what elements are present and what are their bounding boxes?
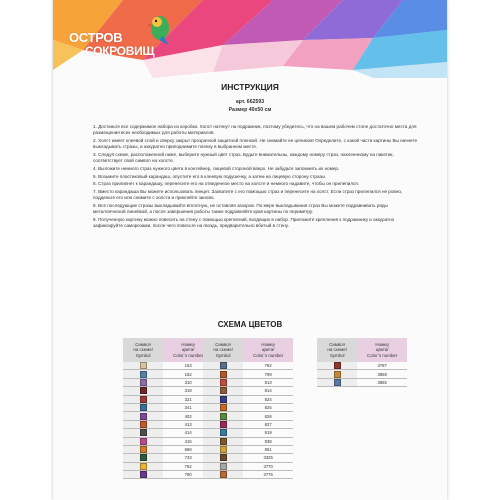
table-row	[203, 445, 293, 453]
color-number: 827	[243, 420, 293, 428]
table-row	[123, 378, 213, 386]
header-line: Color`s number	[253, 352, 284, 358]
header-line: Color`s number	[367, 352, 398, 358]
color-number: 3858	[357, 370, 407, 378]
instruction-step: 4. Выложите немного страз нужного цвета в контейнер, лицевой стороной вверх. Не забудьте запомнить их номер.	[93, 166, 340, 171]
header-line: Символ	[215, 342, 232, 348]
color-number: 414	[163, 429, 213, 437]
color-number: 824	[243, 395, 293, 403]
table-row	[203, 378, 293, 386]
color-number: 3325	[243, 454, 293, 462]
color-symbol-icon	[334, 379, 341, 386]
color-scheme-title: СХЕМА ЦВЕТОВ	[217, 320, 283, 329]
number-column-header	[357, 338, 407, 362]
color-number: 321	[163, 395, 213, 403]
symbol-cell	[203, 403, 243, 411]
color-number: 310	[163, 378, 213, 386]
logo-text-line1: ОСТРОВ	[69, 30, 123, 45]
symbol-cell	[203, 370, 243, 378]
instruction-step: 9. Полученную картину можно повесить на стену с помощью креплений, входящих в набор. Приложите крепления к подрамнику и аккуратно зафиксируйте саморезами, после чего повесьте на гвоздь, предварительно вбитый в стену.	[93, 216, 395, 229]
symbol-column-header	[123, 338, 163, 362]
color-symbol-icon	[220, 379, 227, 386]
table-row	[317, 370, 407, 378]
instruction-step: 5. Возьмите пластиковый карандаш, опустите его в клеевую подушечку, а затем на лицевую сторону стразы.	[93, 173, 327, 179]
header-line: на схеме/	[327, 347, 347, 353]
symbol-cell	[123, 378, 163, 386]
symbol-cell	[203, 387, 243, 395]
table-row	[203, 471, 293, 479]
symbol-cell	[203, 437, 243, 445]
color-table-header	[203, 338, 293, 362]
color-symbol-icon	[140, 404, 147, 411]
instruction-step: 3. Следуя схеме, расположенной ниже, выберите нужный цвет страз. Будьте внимательны, каждому номеру страз, наклеенному на пакетик, соответствует свой символ на холсте.	[93, 152, 394, 164]
header-line: цвета/	[181, 347, 195, 353]
header-line: Символ	[329, 342, 346, 348]
symbol-cell	[123, 429, 163, 437]
table-row	[123, 395, 213, 403]
color-symbol-icon	[140, 379, 147, 386]
instruction-step: 8. Все последующие стразы выкладывайте вплотную, не оставляя зазоров. По мере выкладывания страз Вы можете подравнивать ряды металлической линейкой, а после завершения работы также подравняйте края картины по периметру.	[93, 202, 388, 215]
instruction-step: 2. Холст имеет клеевой слой и сверху закрыт прозрачной защитной пленкой. Не снимайте ее целиком! Определите, с какой части картины Вы начнете выкладывать стразы, и аккуратно приподнимите пленку в выбранном месте.	[93, 138, 418, 150]
symbol-cell	[203, 395, 243, 403]
symbol-column-header	[317, 338, 357, 362]
color-symbol-icon	[220, 387, 227, 394]
color-symbol-icon	[140, 438, 147, 445]
header-line: Symbol	[329, 352, 345, 358]
table-row	[203, 437, 293, 445]
color-number: 825	[243, 403, 293, 411]
symbol-cell	[203, 420, 243, 428]
table-row	[123, 437, 213, 445]
color-number: 3776	[243, 471, 293, 479]
color-symbol-icon	[220, 429, 227, 436]
color-number: 799	[243, 370, 293, 378]
color-number: 813	[243, 378, 293, 386]
symbol-cell	[123, 471, 163, 479]
instruction-step: 1. Достаньте все содержимое набора из коробки. Холст натянут на подрамник, поэтому убедитесь, что на вашем рабочем столе достаточно места для размещения всех необходимых для работы материалов.	[93, 124, 417, 136]
color-number: 3865	[357, 378, 407, 386]
symbol-cell	[203, 462, 243, 470]
header-line: на схеме/	[133, 347, 153, 353]
table-row	[123, 370, 213, 378]
table-row	[123, 362, 213, 370]
header-line: Symbol	[135, 352, 151, 358]
table-row	[203, 362, 293, 370]
table-row	[203, 403, 293, 411]
table-row	[123, 420, 213, 428]
page-title: ИНСТРУКЦИЯ	[221, 82, 279, 92]
color-symbol-icon	[140, 421, 147, 428]
color-number: 951	[243, 445, 293, 453]
color-number: 415	[163, 437, 213, 445]
symbol-cell	[203, 471, 243, 479]
parrot-icon	[145, 14, 175, 46]
color-number: 782	[243, 362, 293, 370]
table-row	[203, 420, 293, 428]
symbol-cell	[203, 378, 243, 386]
color-symbol-icon	[220, 404, 227, 411]
header-line: Symbol	[215, 352, 231, 358]
color-number: 762	[163, 462, 213, 470]
table-row	[123, 429, 213, 437]
color-symbol-icon	[140, 413, 147, 420]
symbol-cell	[123, 437, 163, 445]
table-row	[203, 412, 293, 420]
color-symbol-icon	[220, 362, 227, 369]
symbol-cell	[123, 412, 163, 420]
symbol-cell	[203, 362, 243, 370]
color-symbol-icon	[140, 454, 147, 461]
color-table-header	[123, 338, 213, 362]
color-symbol-icon	[140, 446, 147, 453]
header-line: Color`s number	[173, 352, 204, 358]
color-table-header	[317, 338, 407, 362]
color-symbol-icon	[334, 371, 341, 378]
header-line: Номер	[261, 342, 275, 348]
color-symbol-icon	[220, 438, 227, 445]
header-line: цвета/	[375, 347, 389, 353]
color-table	[203, 338, 293, 479]
symbol-cell	[123, 403, 163, 411]
table-row	[317, 362, 407, 370]
table-row	[203, 462, 293, 470]
color-symbol-icon	[140, 362, 147, 369]
table-row	[317, 378, 407, 386]
article-number: арт. 662593	[235, 99, 265, 105]
instruction-sheet	[53, 0, 447, 500]
table-row	[203, 370, 293, 378]
symbol-cell	[317, 378, 357, 386]
table-row	[123, 387, 213, 395]
symbol-cell	[203, 445, 243, 453]
color-symbol-icon	[334, 362, 341, 369]
color-number: 919	[243, 429, 293, 437]
color-table	[317, 338, 407, 387]
table-row	[203, 395, 293, 403]
number-column-header	[243, 338, 293, 362]
header-line: Номер	[375, 342, 389, 348]
canvas-size: Размер 40х50 см	[228, 107, 272, 113]
color-number: 743	[163, 454, 213, 462]
color-number: 153	[163, 362, 213, 370]
symbol-cell	[123, 362, 163, 370]
color-symbol-icon	[220, 471, 227, 478]
symbol-cell	[123, 420, 163, 428]
color-number: 938	[243, 437, 293, 445]
color-number: 3787	[357, 362, 407, 370]
logo-text-line2: СОКРОВИЩ	[85, 44, 155, 58]
symbol-cell	[123, 370, 163, 378]
color-symbol-icon	[220, 421, 227, 428]
color-number: 780	[163, 471, 213, 479]
color-table	[123, 338, 213, 479]
symbol-cell	[203, 454, 243, 462]
header-line: на схеме/	[213, 347, 233, 353]
color-number: 402	[163, 412, 213, 420]
color-symbol-icon	[140, 371, 147, 378]
table-row	[123, 403, 213, 411]
instruction-list	[93, 124, 419, 231]
color-number: 826	[243, 412, 293, 420]
color-number: 666	[163, 445, 213, 453]
table-row	[123, 471, 213, 479]
color-number: 3770	[243, 462, 293, 470]
instruction-step: 6. Страз прилипнет к карандашу, перенесите его на отведенное место на холсте и немного надавите, чтобы он прилепился.	[93, 181, 360, 187]
table-row	[203, 454, 293, 462]
color-symbol-icon	[220, 454, 227, 461]
color-number: 413	[163, 420, 213, 428]
color-symbol-icon	[140, 463, 147, 470]
symbol-cell	[203, 429, 243, 437]
table-row	[203, 387, 293, 395]
header-line: Символ	[135, 342, 152, 348]
color-symbol-icon	[140, 471, 147, 478]
color-symbol-icon	[140, 387, 147, 394]
color-symbol-icon	[220, 446, 227, 453]
color-number: 814	[243, 387, 293, 395]
color-symbol-icon	[220, 413, 227, 420]
brand-logo	[63, 14, 203, 68]
symbol-column-header	[203, 338, 243, 362]
symbol-cell	[123, 445, 163, 453]
symbol-cell	[123, 454, 163, 462]
color-symbol-icon	[140, 429, 147, 436]
color-symbol-icon	[140, 396, 147, 403]
color-symbol-icon	[220, 463, 227, 470]
color-symbol-icon	[220, 371, 227, 378]
symbol-cell	[123, 462, 163, 470]
color-number: 162	[163, 370, 213, 378]
table-row	[123, 412, 213, 420]
symbol-cell	[203, 412, 243, 420]
instruction-step: 7. Вместо карандаша Вы можете использовать пинцет. Захватите с его помощью страз и перенесите на холст. Если страз прилепился не ровно, подденьте его или снимите с холста и приклейте заново.	[93, 188, 403, 201]
color-number: 318	[163, 387, 213, 395]
symbol-cell	[317, 370, 357, 378]
header-line: Номер	[181, 342, 195, 348]
table-row	[123, 462, 213, 470]
color-symbol-icon	[220, 396, 227, 403]
symbol-cell	[317, 362, 357, 370]
header-line: цвета/	[261, 347, 275, 353]
table-row	[123, 454, 213, 462]
color-number: 341	[163, 403, 213, 411]
symbol-cell	[123, 395, 163, 403]
table-row	[203, 429, 293, 437]
table-row	[123, 445, 213, 453]
symbol-cell	[123, 387, 163, 395]
